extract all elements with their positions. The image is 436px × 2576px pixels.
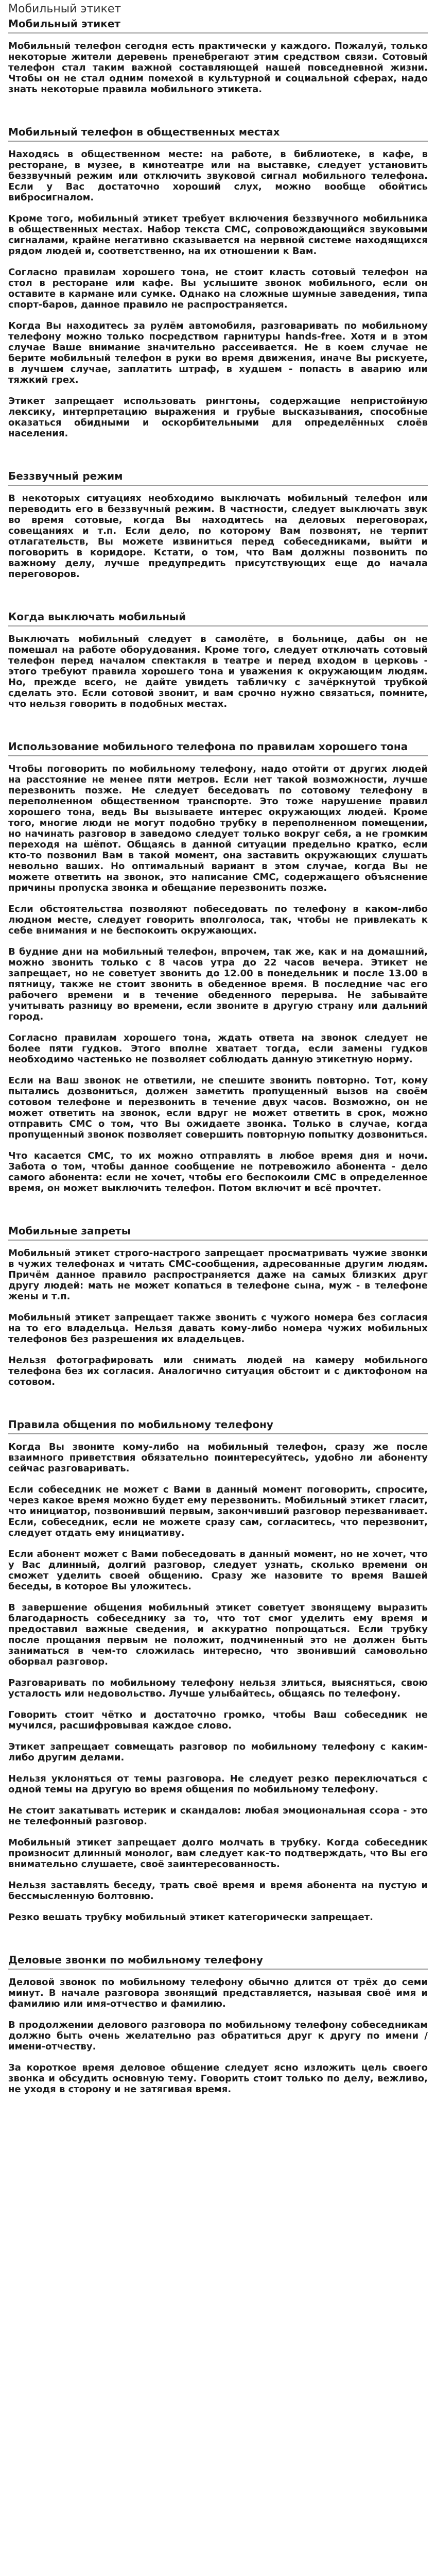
paragraph: Согласно правилам хорошего тона, ждать ответа на звонок следует не более пяти гудков. Этого вполне хватает тогда, если замены гудков необходимо частенько не позволяет соблюдать данную этикетную норму. xyxy=(8,1032,428,1065)
paragraph: Мобильный этикет запрещает долго молчать в трубку. Когда собеседник произносит длинный монолог, вам следует как-то подтверждать, что Вы его внимательно слушаете, своё заинтересованность. xyxy=(8,1837,428,1870)
paragraph: Что касается СМС, то их можно отправлять в любое время дня и ночи. Забота о том, чтобы данное сообщение не потревожило абонента - дело самого абонента: если не хочет, чтобы его беспокоили СМС в определенное время, он может выключить телефон. Потом включит и всё прочтет. xyxy=(8,1150,428,1194)
paragraph: В некоторых ситуациях необходимо выключать мобильный телефон или переводить его в беззвучный режим. В частности, следует выключать звук во время сотовые, когда Вы находитесь на деловых переговорах, совещаниях и т.п. Если дело, по которому Вам позвонят, не терпит отлагательств, Вы можете извиниться перед собеседниками, выйти и поговорить в коридоре. Кстати, о том, что Вам должны позвонить по важному делу, лучше предупредить присутствующих еще до начала переговоров. xyxy=(8,493,428,580)
section-heading: Мобильный этикет xyxy=(8,18,428,33)
article-body xyxy=(8,18,428,2095)
article-section xyxy=(8,1225,428,1387)
article-section xyxy=(8,740,428,1194)
paragraph: Если обстоятельства позволяют побеседовать по телефону в каком-либо людном месте, следует говорить вполголоса, так, чтобы не привлекать к себе внимания и не беспокоить окружающих. xyxy=(8,904,428,936)
section-heading: Беззвучный режим xyxy=(8,470,428,486)
paragraph: В будние дни на мобильный телефон, впрочем, так же, как и на домашний, можно звонить только с 8 часов утра до 22 часов вечера. Этикет не запрещает, но не советует звонить до 12.00 в понедельник и после 13.00 в пятницу, также не стоит звонить в обеденное время. В последние час его рабочего времени и в течение обеденного перерыва. Не забывайте учитывать разницу во времени, если звоните в другую страну или дальний город. xyxy=(8,946,428,1022)
paragraph: В продолжении делового разговора по мобильному телефону собеседникам должно быть очень желательно раз обратиться друг к другу по имени / имени-отчеству. xyxy=(8,2020,428,2052)
section-heading: Использование мобильного телефона по правилам хорошего тона xyxy=(8,740,428,756)
section-heading: Мобильные запреты xyxy=(8,1225,428,1241)
paragraph: Этикет запрещает совмещать разговор по мобильному телефону с каким-либо другим делами. xyxy=(8,1741,428,1763)
article-section xyxy=(8,1954,428,2095)
paragraph: Нельзя заставлять беседу, трать своё время и время абонента на пустую и бессмысленную болтовню. xyxy=(8,1880,428,1902)
paragraph: Когда Вы звоните кому-либо на мобильный телефон, сразу же после взаимного приветствия обязательно поинтересуйтесь, удобно ли абоненту сейчас разговаривать. xyxy=(8,1442,428,1474)
paragraph: Мобильный этикет запрещает также звонить с чужого номера без согласия на то его владельца. Нельзя давать кому-либо номера чужих мобильных телефонов без разрешения их владельцев. xyxy=(8,1312,428,1345)
paragraph: В завершение общения мобильный этикет советует звонящему выразить благодарность собеседнику за то, что тот смог уделить ему время и предоставил важные сведения, и аккуратно попрощаться. Если трубку после прощания первым не положит, подчиненный это не должен быть заниматься в чем-то сложилась интересно, что звонивший самовольно оборвал разговор. xyxy=(8,1602,428,1667)
paragraph: Разговаривать по мобильному телефону нельзя злиться, выясняться, свою усталость или недовольство. Лучше улыбайтесь, общаясь по телефону. xyxy=(8,1677,428,1699)
paragraph: Кроме того, мобильный этикет требует включения беззвучного мобильника в общественных местах. Набор текста СМС, сопровождающийся звуковыми сигналами, крайне негативно сказывается на нервной системе находящихся рядом людей и, соответственно, на их отношении к Вам. xyxy=(8,213,428,257)
paragraph: Если абонент может с Вами побеседовать в данный момент, но не хочет, что у Вас длинный, долгий разговор, следует узнать, сколько времени он сможет уделить своей общению. Сразу же назовите то время Вашей беседы, в которое Вы уложитесь. xyxy=(8,1549,428,1592)
section-heading: Мобильный телефон в общественных местах xyxy=(8,126,428,142)
paragraph: Нельзя фотографировать или снимать людей на камеру мобильного телефона без их согласия. Аналогично ситуация обстоит и с диктофоном на сотовом. xyxy=(8,1355,428,1387)
paragraph: Говорить стоит чётко и достаточно громко, чтобы Ваш собеседник не мучился, расшифровывая каждое слово. xyxy=(8,1709,428,1731)
paragraph: Если собеседник не может с Вами в данный момент поговорить, спросите, через какое время можно будет ему перезвонить. Мобильный этикет гласит, что инициатор, позвонивший первым, закончивший разговор перезванивает. Если, собеседник, если не можете сразу сам, согласитесь, что перезвонит, следует отдать ему инициативу. xyxy=(8,1484,428,1538)
article-section xyxy=(8,18,428,95)
paragraph: Чтобы поговорить по мобильному телефону, надо отойти от других людей на расстояние не менее пяти метров. Если нет такой возможности, лучше перезвонить позже. Не следует беседовать по сотовому телефону в переполненном общественном транспорте. Это тоже нарушение правил хорошего тона, ведь Вы вызываете интерес окружающих людей. Кроме того, многие люди не могут подобно трубку в переполненном помещении, но начинать разговор в заведомо следует только вокруг себя, а не громким переходя на шёпот. Общаясь в данной ситуации предельно кратко, если кто-то позвонил Вам в такой момент, она заставить окружающих слушать невольно ваших. Но оптимальный вариант в этом случае, когда Вы не можете ответить на звонок, это написание СМС, содержащего объяснение причины пропуска звонка и обещание перезвонить позже. xyxy=(8,764,428,893)
paragraph: Нельзя уклоняться от темы разговора. Не следует резко переключаться с одной темы на другую во время общения по мобильному телефону. xyxy=(8,1773,428,1795)
paragraph: Резко вешать трубку мобильный этикет категорически запрещает. xyxy=(8,1912,374,1923)
paragraph: За короткое время деловое общение следует ясно изложить цель своего звонка и обсудить основную тему. Говорить стоит только по делу, вежливо, не уходя в сторону и не затягивая время. xyxy=(8,2062,428,2095)
section-heading: Правила общения по мобильному телефону xyxy=(8,1418,428,1434)
paragraph: Мобильный телефон сегодня есть практически у каждого. Пожалуй, только некоторые жители деревень пренебрегают этим средством связи. Сотовый телефон стал таким важной составляющей нашей повседневной жизни. Чтобы он не стал одним помехой в культурной и социальной сферах, надо знать некоторые правила мобильного этикета. xyxy=(8,41,428,95)
article-section xyxy=(8,611,428,709)
paragraph: Деловой звонок по мобильному телефону обычно длится от трёх до семи минут. В начале разговора звонящий представляется, называя своё имя и фамилию или имя-отчество и фамилию. xyxy=(8,1977,428,2009)
section-heading: Деловые звонки по мобильному телефону xyxy=(8,1954,428,1970)
page-title: Мобильный этикет xyxy=(8,3,121,15)
paragraph: Этикет запрещает использовать рингтоны, содержащие непристойную лексику, интерпретацию выражения и грубые высказывания, способные оказаться обидными и оскорбительными для определённых слоёв населения. xyxy=(8,396,428,439)
paragraph: Мобильный этикет строго-настрого запрещает просматривать чужие звонки в чужих телефонах и читать СМС-сообщения, адресованные другим людям. Причём данное правило распространяется даже на самых близких друг другу людей: мать не может копаться в телефоне сына, муж - в телефоне жены и т.п. xyxy=(8,1248,428,1302)
article-section xyxy=(8,470,428,580)
section-heading: Когда выключать мобильный xyxy=(8,611,428,626)
paragraph: Согласно правилам хорошего тона, не стоит класть сотовый телефон на стол в ресторане или кафе. Вы услышите звонок мобильного, если он оставите в кармане или сумке. Однако на сложные шумные заведения, типа спорт-баров, данное правило не распространяется. xyxy=(8,267,428,310)
article-section xyxy=(8,1418,428,1923)
paragraph: Когда Вы находитесь за рулём автомобиля, разговаривать по мобильному телефону можно только посредством гарнитуры hands-free. Хотя и в этом случае Ваше внимание значительно рассеивается. Не в коем случае не берите мобильный телефон в руки во время движения, иначе Вы рискуете, в лучшем случае, заплатить штраф, в худшем - попасть в аварию или тяжкий грех. xyxy=(8,320,428,385)
article-section xyxy=(8,126,428,439)
paragraph: Выключать мобильный следует в самолёте, в больнице, дабы он не помешал на работе оборудования. Кроме того, следует отключать сотовый телефон перед началом спектакля в театре и перед входом в церковь - этого требуют правила хорошего тона и уважения к окружающим людям. Но, прежде всего, не дайте увидеть табличку с зачёркнутой трубкой сделать это. Если сотовой звонит, и вам срочно нужно связаться, помните, что нельзя говорить в подобных местах. xyxy=(8,634,428,709)
paragraph: Если на Ваш звонок не ответили, не спешите звонить повторно. Тот, кому пытались дозвониться, должен заметить пропущенный вызов на своём сотовом телефоне и перезвонить в течение двух часов. Возможно, он не может ответить на звонок, если вдруг не может ответить в срок, можно отправить СМС о том, что Вы ожидаете звонка. Только в случае, когда пропущенный звонок позволяет совершить повторную попытку дозвониться. xyxy=(8,1075,428,1140)
paragraph: Не стоит закатывать истерик и скандалов: любая эмоциональная ссора - это не телефонный разговор. xyxy=(8,1805,428,1827)
paragraph: Находясь в общественном месте: на работе, в библиотеке, в кафе, в ресторане, в музее, в кинотеатре или на выставке, следует установить беззвучный режим или отключить звуковой сигнал мобильного телефона. Если у Вас достаточно хороший слух, можно вообще обойтись вибросигналом. xyxy=(8,149,428,203)
